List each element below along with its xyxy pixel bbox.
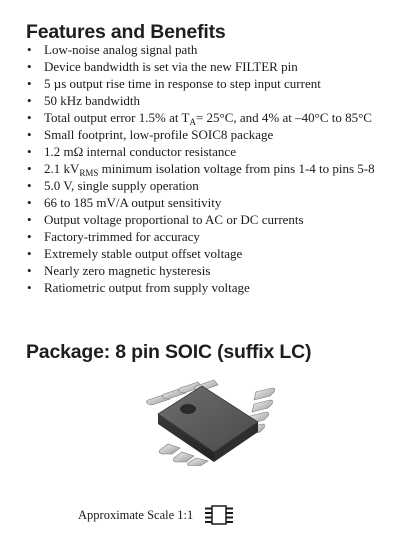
bullet-icon: • <box>27 42 32 57</box>
feature-item <box>27 143 375 160</box>
bullet-icon: • <box>27 178 32 193</box>
feature-item <box>27 279 375 296</box>
feature-item <box>27 92 375 109</box>
scale-row <box>78 504 235 526</box>
feature-text: 1.2 mΩ internal conductor resistance <box>44 144 236 159</box>
feature-text: 5 µs output rise time in response to step input current <box>44 76 321 91</box>
bullet-icon: • <box>27 246 32 261</box>
feature-item <box>27 228 375 245</box>
feature-text: Extremely stable output offset voltage <box>44 246 243 261</box>
feature-item <box>27 126 375 143</box>
bullet-icon: • <box>27 212 32 227</box>
features-list <box>27 41 375 296</box>
feature-text: 5.0 V, single supply operation <box>44 178 199 193</box>
bullet-icon: • <box>27 144 32 159</box>
bullet-icon: • <box>27 110 32 125</box>
feature-item <box>27 41 375 58</box>
scale-label: Approximate Scale 1:1 <box>78 507 194 522</box>
bullet-icon: • <box>27 76 32 91</box>
feature-item <box>27 109 375 126</box>
bullet-icon: • <box>27 93 32 108</box>
feature-item <box>27 211 375 228</box>
bullet-icon: • <box>27 229 32 244</box>
feature-item <box>27 245 375 262</box>
bullet-icon: • <box>27 263 32 278</box>
feature-text: Total output error 1.5% at $T_A= 25^\circ C$, and 4% at –40°C to 85°C <box>44 110 372 127</box>
feature-item <box>27 160 375 177</box>
feature-text: Nearly zero magnetic hysteresis <box>44 263 211 278</box>
feature-text: Small footprint, low-profile SOIC8 package <box>44 127 274 142</box>
feature-text: Device bandwidth is set via the new FILTER pin <box>44 59 298 74</box>
feature-text: 2.1 $kV_{RMS}$ minimum isolation voltage from pins 1-4 to pins 5-8 <box>44 161 375 178</box>
feature-text: Output voltage proportional to AC or DC currents <box>44 212 304 227</box>
bullet-icon: • <box>27 195 32 210</box>
feature-text: Low-noise analog signal path <box>44 42 198 57</box>
feature-item <box>27 262 375 279</box>
feature-text: Factory-trimmed for accuracy <box>44 229 200 244</box>
feature-item <box>27 177 375 194</box>
feature-item <box>27 58 375 75</box>
feature-item <box>27 75 375 92</box>
feature-text: 66 to 185 mV/A output sensitivity <box>44 195 222 210</box>
bullet-icon: • <box>27 280 32 295</box>
soic8-actual-size-icon <box>203 504 235 526</box>
bullet-icon: • <box>27 127 32 142</box>
bullet-icon: • <box>27 59 32 74</box>
soic8-chip-icon <box>138 378 280 466</box>
features-title: Features and Benefits <box>26 21 226 43</box>
package-title: Package: 8 pin SOIC (suffix LC) <box>26 341 312 363</box>
feature-text: Ratiometric output from supply voltage <box>44 280 250 295</box>
bullet-icon: • <box>27 161 32 176</box>
feature-item <box>27 194 375 211</box>
feature-text: 50 kHz bandwidth <box>44 93 141 108</box>
